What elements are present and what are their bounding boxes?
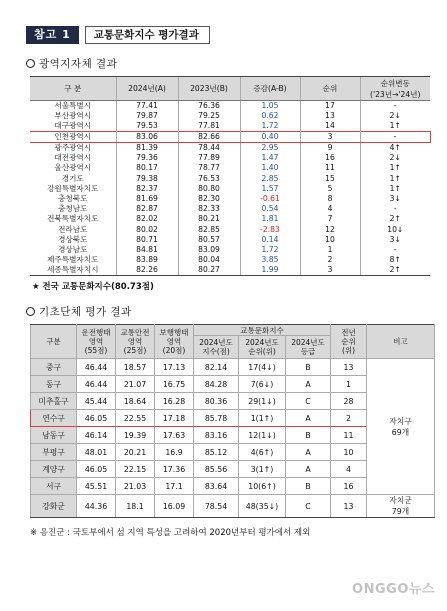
local-rank: 12(1↓) bbox=[239, 427, 286, 444]
local-index: 80.36 bbox=[194, 393, 239, 410]
metro-rank: 17 bbox=[300, 101, 360, 112]
local-name: 계양구 bbox=[31, 461, 77, 478]
local-walking: 16.9 bbox=[155, 444, 194, 461]
section1-title: 광역지자체 결과 bbox=[26, 56, 429, 71]
local-safety: 18.1 bbox=[116, 495, 155, 518]
local-driving: 44.36 bbox=[77, 495, 116, 518]
metro-diff: 0.62 bbox=[240, 111, 300, 121]
metro-name: 전라남도 bbox=[58, 224, 88, 234]
metro-diff: 1.81 bbox=[240, 214, 300, 224]
local-name: 동구 bbox=[31, 376, 77, 393]
metro-rank: 4 bbox=[300, 204, 360, 214]
metro-row bbox=[30, 245, 430, 255]
local-walking: 17.63 bbox=[155, 427, 194, 444]
local-driving: 46.05 bbox=[77, 461, 116, 478]
metro-diff: 1.72 bbox=[240, 245, 300, 255]
local-rank: 10(6↑) bbox=[239, 478, 286, 495]
local-name: 서구 bbox=[31, 478, 77, 495]
metro-2024: 83.89 bbox=[116, 255, 178, 265]
metro-change: 10↓ bbox=[360, 225, 430, 235]
metro-change: 4↑ bbox=[360, 143, 430, 154]
local-index: 85.56 bbox=[194, 461, 239, 478]
col2-rank: 2024년도 순위(위) bbox=[239, 336, 286, 359]
local-index: 83.16 bbox=[194, 427, 239, 444]
metro-2023: 82.85 bbox=[178, 225, 240, 235]
metro-name: 경상남도 bbox=[58, 244, 88, 254]
local-rank: 1(1↑) bbox=[239, 410, 286, 427]
metro-rank: 16 bbox=[300, 153, 360, 163]
local-grade: B bbox=[286, 478, 331, 495]
metro-row bbox=[30, 101, 430, 112]
local-index: 82.14 bbox=[194, 359, 239, 376]
col2-note: 비고 bbox=[367, 325, 435, 359]
local-driving: 48.01 bbox=[77, 444, 116, 461]
metro-diff: 2.85 bbox=[240, 174, 300, 184]
metro-diff: 0.14 bbox=[240, 235, 300, 245]
local-safety: 18.57 bbox=[116, 359, 155, 376]
col2-group-index: 교통문화지수 bbox=[194, 325, 331, 336]
metro-diff: 0.40 bbox=[240, 132, 300, 143]
local-grade: C bbox=[286, 495, 331, 518]
metro-2024: 81.69 bbox=[116, 194, 178, 204]
local-driving: 45.51 bbox=[77, 478, 116, 495]
col-rank: 순위 bbox=[300, 77, 360, 101]
metro-2023: 80.21 bbox=[178, 214, 240, 224]
metro-change: - bbox=[360, 132, 430, 143]
metro-2023: 77.89 bbox=[178, 153, 240, 163]
metro-change: 1↑ bbox=[360, 184, 430, 194]
local-index: 85.78 bbox=[194, 410, 239, 427]
metro-diff: 1.72 bbox=[240, 121, 300, 132]
metro-row bbox=[30, 121, 430, 132]
metro-change: 8↑ bbox=[360, 255, 430, 265]
note-counties: 자치군 79개 bbox=[367, 495, 435, 518]
metro-diff: 2.95 bbox=[240, 143, 300, 154]
local-name: 미추홀구 bbox=[31, 393, 77, 410]
local-name: 남동구 bbox=[31, 427, 77, 444]
metro-name: 서울특별시 bbox=[54, 101, 92, 110]
metro-name: 대전광역시 bbox=[54, 153, 92, 163]
metro-2023: 79.25 bbox=[178, 111, 240, 121]
metro-change: - bbox=[360, 101, 430, 112]
metro-row bbox=[30, 265, 430, 276]
local-prev-rank: 1 bbox=[331, 376, 367, 393]
metro-rank: 15 bbox=[300, 174, 360, 184]
metro-2023: 80.04 bbox=[178, 255, 240, 265]
document-title: 교통문화지수 평가결과 bbox=[85, 26, 210, 44]
metro-2023: 78.77 bbox=[178, 163, 240, 173]
metro-change: 1↑ bbox=[360, 163, 430, 173]
metro-2024: 80.71 bbox=[116, 235, 178, 245]
metro-2024: 80.02 bbox=[116, 225, 178, 235]
metro-2023: 77.81 bbox=[178, 121, 240, 132]
metro-row bbox=[30, 143, 430, 154]
metro-change: 2↓ bbox=[360, 153, 430, 163]
metro-row bbox=[30, 194, 430, 204]
metro-name: 강원특별자치도 bbox=[47, 183, 99, 193]
local-walking: 17.18 bbox=[155, 410, 194, 427]
metro-rank: 3 bbox=[300, 132, 360, 143]
metro-row bbox=[30, 235, 430, 245]
local-rank: 17(4↓) bbox=[239, 359, 286, 376]
metro-name: 부산광역시 bbox=[54, 111, 92, 121]
local-prev-rank: 13 bbox=[331, 495, 367, 518]
metro-change: - bbox=[360, 245, 430, 255]
metro-2023: 82.66 bbox=[178, 132, 240, 143]
col-2024: 2024년(A) bbox=[116, 77, 178, 101]
metro-name: 경기도 bbox=[61, 173, 84, 183]
metro-2023: 83.09 bbox=[178, 245, 240, 255]
col2-driving: 운전행태 영역 (55점) bbox=[77, 325, 116, 359]
col-rank-change: 순위변동 ('23년→'24년) bbox=[360, 77, 430, 101]
local-index: 85.12 bbox=[194, 444, 239, 461]
local-safety: 22.15 bbox=[116, 461, 155, 478]
metro-row bbox=[30, 255, 430, 265]
local-name: 연수구 bbox=[31, 410, 77, 427]
local-prev-rank: 13 bbox=[331, 359, 367, 376]
metro-row bbox=[30, 153, 430, 163]
local-prev-rank: 10 bbox=[331, 444, 367, 461]
metro-name: 충청남도 bbox=[58, 204, 88, 214]
local-walking: 16.09 bbox=[155, 495, 194, 518]
local-results-table bbox=[30, 324, 435, 518]
metro-rank: 11 bbox=[300, 163, 360, 173]
metro-diff: 1.57 bbox=[240, 184, 300, 194]
metro-row bbox=[30, 174, 430, 184]
footer-note: ※ 옹진군 : 국토부에서 섬 지역 특성을 고려하여 2020년부터 평가에서 제외 bbox=[30, 528, 311, 539]
local-driving: 46.14 bbox=[77, 427, 116, 444]
metro-row bbox=[30, 111, 430, 121]
metro-rank: 10 bbox=[300, 235, 360, 245]
metro-name: 세종특별자치시 bbox=[30, 265, 116, 276]
reference-badge: 참고 1 bbox=[26, 26, 79, 44]
local-rank: 3(1↑) bbox=[239, 461, 286, 478]
local-driving: 45.44 bbox=[77, 393, 116, 410]
col2-prev-rank: 전년 순위 (위) bbox=[331, 325, 367, 359]
metro-diff: 1.05 bbox=[240, 101, 300, 112]
metro-name: 대구광역시 bbox=[54, 121, 92, 131]
metro-2023: 76.53 bbox=[178, 174, 240, 184]
local-grade: A bbox=[286, 461, 331, 478]
metro-rank: 9 bbox=[300, 143, 360, 154]
metro-row bbox=[30, 163, 430, 173]
col2-safety: 교통안전 영역 (25점) bbox=[116, 325, 155, 359]
metro-row bbox=[30, 214, 430, 224]
local-name: 중구 bbox=[31, 359, 77, 376]
metro-2024: 79.87 bbox=[116, 111, 178, 121]
local-prev-rank: 4 bbox=[331, 461, 367, 478]
metro-diff: 1.99 bbox=[240, 265, 300, 276]
metro-diff: 3.85 bbox=[240, 255, 300, 265]
local-grade: A bbox=[286, 376, 331, 393]
news-watermark: ONGGO뉴스 bbox=[352, 582, 435, 597]
local-rank: 48(35↓) bbox=[239, 495, 286, 518]
metro-2023: 80.27 bbox=[178, 265, 240, 276]
metro-change: 2↑ bbox=[360, 265, 430, 276]
metro-change: 3↓ bbox=[360, 235, 430, 245]
local-safety: 22.55 bbox=[116, 410, 155, 427]
metro-rank: 1 bbox=[300, 245, 360, 255]
metro-name: 인천광역시 bbox=[30, 132, 116, 143]
metro-change: - bbox=[360, 204, 430, 214]
local-driving: 46.05 bbox=[77, 410, 116, 427]
metro-change: 2↑ bbox=[360, 214, 430, 224]
local-safety: 20.21 bbox=[116, 444, 155, 461]
metro-rank: 8 bbox=[300, 194, 360, 204]
metro-change: 2↓ bbox=[360, 111, 430, 121]
local-driving: 46.44 bbox=[77, 359, 116, 376]
local-rank: 4(6↑) bbox=[239, 444, 286, 461]
metro-2024: 82.26 bbox=[116, 265, 178, 276]
metro-rank: 7 bbox=[300, 214, 360, 224]
local-rank: 29(1↓) bbox=[239, 393, 286, 410]
col-gubun: 구 분 bbox=[30, 77, 116, 101]
local-row bbox=[31, 359, 435, 376]
local-index: 83.64 bbox=[194, 478, 239, 495]
col2-index: 2024년도 지수(점) bbox=[194, 336, 239, 359]
local-walking: 17.36 bbox=[155, 461, 194, 478]
note-autonomous-districts: 자치구 69개 bbox=[367, 359, 435, 495]
metro-diff: 1.40 bbox=[240, 163, 300, 173]
local-walking: 16.28 bbox=[155, 393, 194, 410]
circle-bullet-icon bbox=[26, 59, 35, 68]
metro-row bbox=[30, 225, 430, 235]
metro-2023: 80.80 bbox=[178, 184, 240, 194]
metro-rank: 12 bbox=[300, 225, 360, 235]
metro-2024: 83.06 bbox=[116, 132, 178, 143]
metro-2024: 82.37 bbox=[116, 184, 178, 194]
local-safety: 21.03 bbox=[116, 478, 155, 495]
metro-2024: 80.17 bbox=[116, 163, 178, 173]
metro-2024: 79.53 bbox=[116, 121, 178, 132]
metro-name: 울산광역시 bbox=[54, 163, 92, 173]
col-2023: 2023년(B) bbox=[178, 77, 240, 101]
local-prev-rank: 16 bbox=[331, 478, 367, 495]
metro-rank: 2 bbox=[300, 255, 360, 265]
metro-rank: 14 bbox=[300, 121, 360, 132]
local-safety: 18.64 bbox=[116, 393, 155, 410]
metro-rank: 5 bbox=[300, 184, 360, 194]
metro-change: 1↑ bbox=[360, 174, 430, 184]
local-row bbox=[31, 495, 435, 518]
local-prev-rank: 2 bbox=[331, 410, 367, 427]
local-grade: B bbox=[286, 427, 331, 444]
local-safety: 21.07 bbox=[116, 376, 155, 393]
circle-bullet-icon bbox=[26, 307, 35, 316]
local-grade: B bbox=[286, 359, 331, 376]
metro-row bbox=[30, 184, 430, 194]
metro-2024: 81.39 bbox=[116, 143, 178, 154]
metro-rank: 13 bbox=[300, 111, 360, 121]
local-index: 84.28 bbox=[194, 376, 239, 393]
metro-diff: -2.83 bbox=[240, 225, 300, 235]
metro-name: 광주광역시 bbox=[54, 143, 92, 153]
metro-2024: 82.02 bbox=[116, 214, 178, 224]
metro-row bbox=[30, 132, 430, 143]
metro-change: 1↑ bbox=[360, 121, 430, 132]
metro-2023: 82.30 bbox=[178, 194, 240, 204]
local-grade: A bbox=[286, 410, 331, 427]
local-safety: 19.39 bbox=[116, 427, 155, 444]
metro-rank: 3 bbox=[300, 265, 360, 276]
metro-name: 충청북도 bbox=[58, 194, 88, 204]
local-name: 강화군 bbox=[31, 495, 77, 518]
local-prev-rank: 11 bbox=[331, 427, 367, 444]
section2-title: 기초단체 평가 결과 bbox=[26, 304, 429, 319]
metro-table-header bbox=[30, 77, 430, 101]
national-index-note: ★ 전국 교통문화지수(80.73점) bbox=[32, 282, 154, 293]
col2-grade: 2024년도 등급 bbox=[286, 336, 331, 359]
metro-diff: 1.47 bbox=[240, 153, 300, 163]
local-grade: A bbox=[286, 444, 331, 461]
metro-name: 전북특별자치도 bbox=[47, 214, 99, 224]
metro-2024: 84.81 bbox=[116, 245, 178, 255]
metro-name: 경상북도 bbox=[58, 234, 88, 244]
local-walking: 17.13 bbox=[155, 359, 194, 376]
col2-walking: 보행행태 영역 (20점) bbox=[155, 325, 194, 359]
metro-2024: 82.87 bbox=[116, 204, 178, 214]
col-diff: 증감(A-B) bbox=[240, 77, 300, 101]
local-name: 부평구 bbox=[31, 444, 77, 461]
local-index: 78.54 bbox=[194, 495, 239, 518]
metro-diff: 0.54 bbox=[240, 204, 300, 214]
metro-diff: -0.61 bbox=[240, 194, 300, 204]
local-prev-rank: 28 bbox=[331, 393, 367, 410]
metro-results-table bbox=[30, 76, 431, 276]
metro-2024: 77.41 bbox=[116, 101, 178, 112]
local-table-header-row1 bbox=[31, 325, 435, 336]
metro-2023: 78.44 bbox=[178, 143, 240, 154]
col2-gubun: 구분 bbox=[31, 325, 77, 359]
metro-2023: 76.36 bbox=[178, 101, 240, 112]
local-grade: C bbox=[286, 393, 331, 410]
metro-2023: 82.33 bbox=[178, 204, 240, 214]
document-header bbox=[26, 26, 429, 44]
local-walking: 17.1 bbox=[155, 478, 194, 495]
metro-2024: 79.36 bbox=[116, 153, 178, 163]
metro-change: 3↓ bbox=[360, 194, 430, 204]
local-driving: 46.44 bbox=[77, 376, 116, 393]
metro-2024: 79.38 bbox=[116, 174, 178, 184]
metro-2023: 80.57 bbox=[178, 235, 240, 245]
local-walking: 16.75 bbox=[155, 376, 194, 393]
metro-name: 제주특별자치도 bbox=[47, 255, 99, 265]
metro-row bbox=[30, 204, 430, 214]
local-rank: 7(6↓) bbox=[239, 376, 286, 393]
